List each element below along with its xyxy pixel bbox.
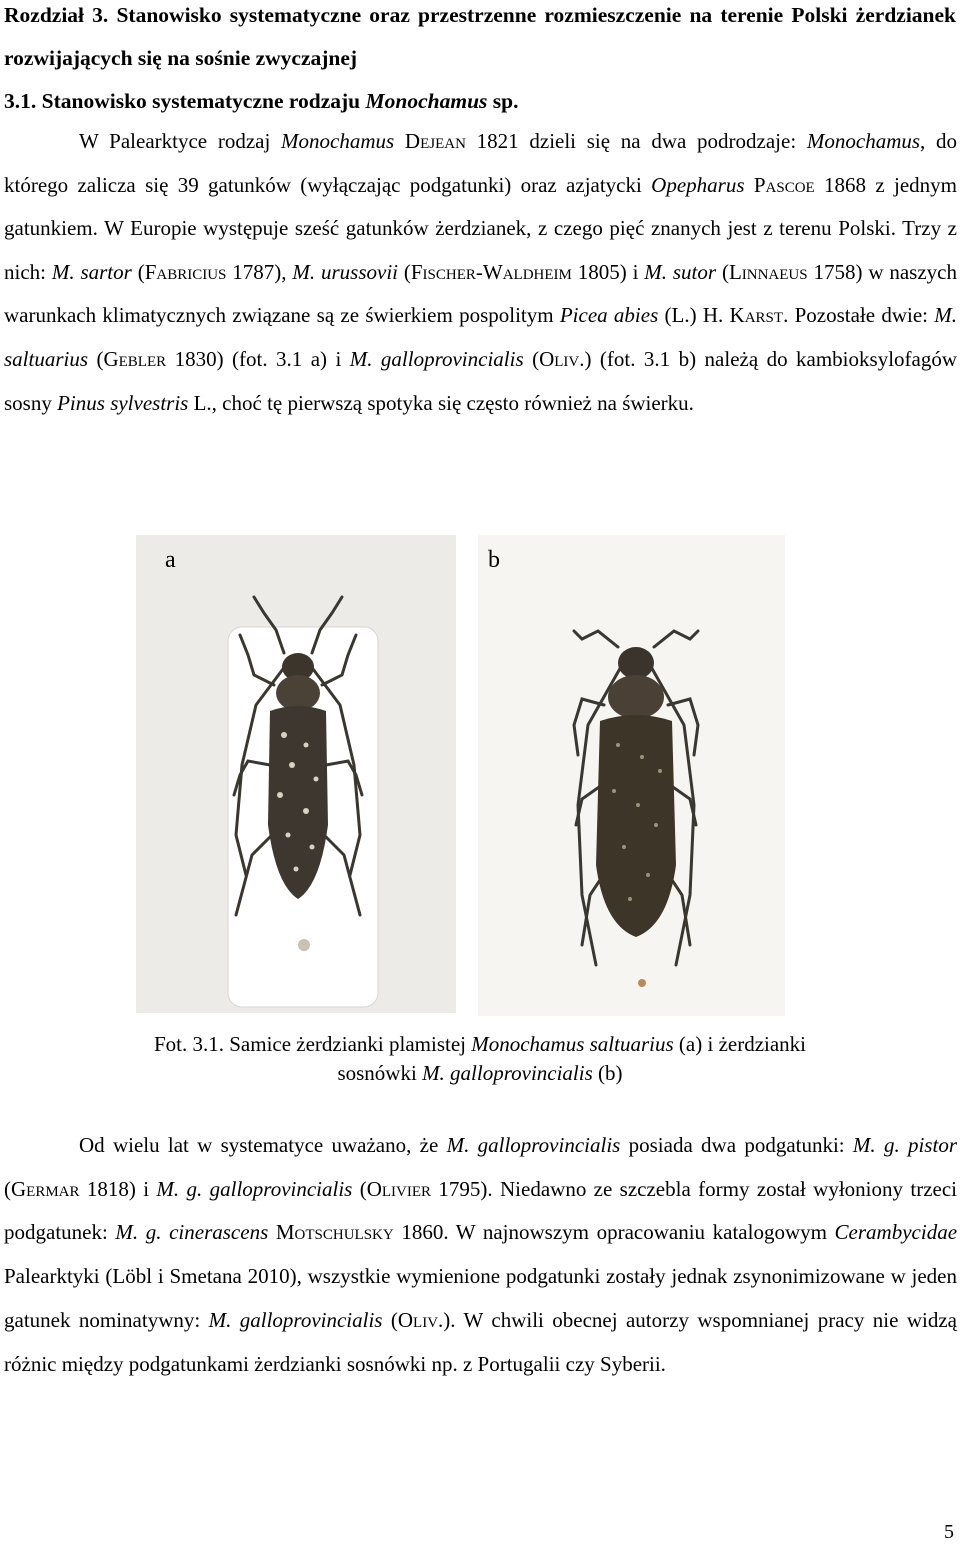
section-title-prefix: 3.1. Stanowisko systematyczne rodzaju <box>4 89 366 113</box>
figure-label-b: b <box>488 547 500 573</box>
section-title <box>4 80 956 123</box>
figure-caption: Fot. 3.1. Samice żerdzianki plamistej Monochamus saltuarius (a) i żerdzianki sosnówki M. galloprovincialis (b) <box>153 1032 807 1085</box>
photo-b-beetle <box>478 535 785 1016</box>
paragraph-2: Od wielu lat w systematyce uważano, że M. galloprovincialis posiada dwa podgatunki: M. g. pistor (Germar 1818) i M. g. galloprovincialis (Olivier 1795). Niedawno ze szczebla formy został wyłoniony trzeci podgatunek: M. g. cinerascens Motschulsky 1860. W najnowszym opracowaniu katalogowym Cerambycidae Palearktyki (Löbl i Smetana 2010), wszystkie wymienione podgatunki zostały jednak zsynonimizowane w jeden gatunek nominatywny: M. galloprovincialis (Oliv.). W chwili obecnej autorzy wspomnianej pracy nie widzą różnic między podgatunkami żerdzianki sosnówki np. z Portugalii czy Syberii. <box>4 1133 958 1376</box>
section-title-suffix: sp. <box>487 89 519 113</box>
figure-label-a: a <box>165 547 176 573</box>
section-title-genus: Monochamus <box>365 89 488 113</box>
photo-a-beetle <box>136 535 456 1013</box>
beetle-a-illustration <box>136 535 456 1013</box>
paragraph-1: W Palearktyce rodzaj Monochamus Dejean 1821 dzieli się na dwa podrodzaje: Monochamus, do którego zalicza się 39 gatunków (wyłączając podgatunki) oraz azjatycki Opepharus Pascoe 1868 z jednym gatunkiem. W Europie występuje sześć gatunków żerdzianek, z czego pięć znanych jest z terenu Polski. Trzy z nich: M. sartor (Fabricius 1787), M. urussovii (Fischer-Waldheim 1805) i M. sutor (Linnaeus 1758) w naszych warunkach klimatycznych związane są ze świerkiem pospolitym Picea abies (L.) H. Karst. Pozostałe dwie: M. saltuarius (Gebler 1830) (fot. 3.1 a) i M. galloprovincialis (Oliv.) (fot. 3.1 b) należą do kambioksylofagów sosny Pinus sylvestris L., choć tę pierwszą spotyka się często również na świerku. <box>4 129 958 415</box>
beetle-b-illustration <box>478 535 785 1016</box>
chapter-title: Rozdział 3. Stanowisko systematyczne oraz przestrzenne rozmieszczenie na terenie Polski żerdzianek rozwijających się na sośnie zwyczajnej <box>4 3 956 70</box>
page-number: 5 <box>944 1521 954 1543</box>
